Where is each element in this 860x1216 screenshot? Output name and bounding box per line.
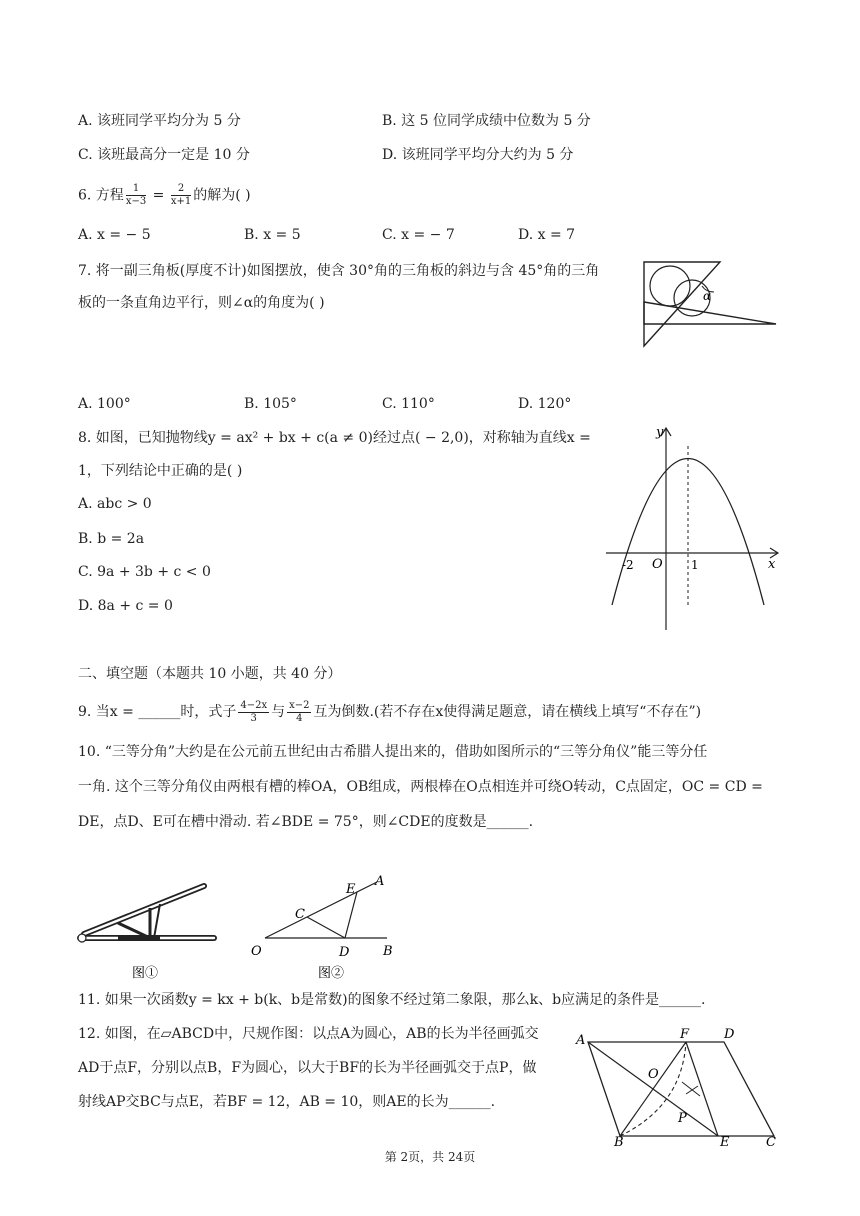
q5-option-c: C. 该班最高分一定是 10 分	[78, 147, 250, 163]
q9-prefix: 9. 当x = ______时，式子	[78, 704, 237, 720]
q12-label-a: A	[576, 1033, 586, 1048]
q10-device-pivot	[78, 934, 86, 942]
q7-option-c: C. 110°	[382, 396, 435, 412]
q8-option-c: C. 9a + 3b + c < 0	[78, 564, 211, 580]
q10-trisection-diagram	[245, 868, 405, 980]
q9-stem	[78, 700, 701, 724]
q5-option-d: D. 该班同学平均分大约为 5 分	[382, 147, 574, 163]
q9-frac1-numerator: 4−2x	[240, 699, 268, 711]
q12-label-b: B	[614, 1135, 624, 1148]
q10-device-link-3	[154, 904, 160, 938]
q12-label-o: O	[648, 1067, 659, 1082]
q10-line-2: 一角. 这个三等分角仪由两根有槽的棒OA，OB组成，两根棒在O点相连并可绕O转动，C点固定，OC = CD =	[78, 779, 763, 795]
page-footer: 第 2页，共 24页	[384, 1150, 476, 1164]
q10-label-d: D	[339, 945, 350, 960]
q6-equals: =	[148, 187, 169, 204]
q10-segment-cd	[307, 917, 345, 938]
q8-parabola-figure	[600, 420, 790, 635]
q8-option-d: D. 8a + c = 0	[78, 598, 173, 614]
q6-frac1-denominator: x−3	[125, 196, 147, 207]
q10-label-a: A	[375, 874, 385, 889]
q8-one-label: 1	[691, 558, 699, 572]
q10-label-o: O	[251, 944, 262, 959]
q9-suffix: 互为倒数.(若不存在x使得满足题意，请在横线上填写“不存在”)	[313, 704, 702, 720]
q9-frac1-denominator: 3	[250, 712, 257, 724]
q10-figure-2-caption: 图②	[318, 966, 345, 980]
q9-fraction-2	[287, 701, 311, 724]
q9-fraction-1	[238, 701, 269, 724]
q8-neg2-label: -2	[622, 558, 634, 572]
q8-option-a: A. abc > 0	[78, 496, 152, 512]
q12-line-2: AD于点F，分别以点B，F为圆心，以大于BF的长为半径画弧交于点P，做	[78, 1060, 537, 1076]
q6-option-a: A. x = − 5	[78, 227, 151, 243]
q10-segment-de	[345, 892, 357, 938]
q6-option-d: D. x = 7	[518, 227, 576, 243]
q9-frac2-denominator: 4	[296, 712, 303, 724]
q7-line-1: 7. 将一副三角板(厚度不计)如图摆放，使含 30°角的三角板的斜边与含 45°角的三角	[78, 263, 600, 279]
q6-option-c: C. x = − 7	[382, 227, 455, 243]
q6-option-b: B. x = 5	[244, 227, 301, 243]
q5-option-b: B. 这 5 位同学成绩中位数为 5 分	[382, 113, 591, 129]
q9-middle: 与	[271, 704, 286, 720]
q12-line-3: 射线AP交BC与点E，若BF = 12，AB = 10，则AE的长为______.	[78, 1094, 496, 1110]
q10-label-c: C	[295, 907, 305, 922]
q11-text: 11. 如果一次函数y = kx + b(k、b是常数)的图象不经过第二象限，那么k、b应满足的条件是______.	[78, 992, 706, 1008]
q10-ray-oa	[265, 882, 377, 938]
q6-stem-prefix: 6. 方程	[78, 187, 124, 204]
q10-figure-1-caption: 图①	[132, 966, 159, 980]
q7-option-d: D. 120°	[518, 396, 572, 412]
q7-alpha-label: α	[703, 289, 712, 303]
section-2-heading: 二、填空题（本题共 10 小题，共 40 分）	[78, 666, 342, 682]
q6-fraction-2	[171, 184, 191, 207]
q7-option-a: A. 100°	[78, 396, 131, 412]
q7-circle-1	[650, 266, 690, 306]
q8-origin-label: O	[652, 557, 663, 572]
q6-frac2-denominator: x+1	[170, 196, 192, 207]
q8-y-label: y	[656, 425, 664, 440]
q10-device-upper-slot	[84, 886, 204, 934]
q12-label-p: P	[678, 1111, 687, 1126]
q8-line-1: 8. 如图，已知抛物线y = ax² + bx + c(a ≠ 0)经过点( − 2,0)，对称轴为直线x =	[78, 430, 591, 446]
q6-fraction-1	[126, 184, 146, 207]
q12-label-c: C	[766, 1135, 776, 1148]
q6-stem	[78, 184, 251, 207]
q8-line-2: 1，下列结论中正确的是( )	[78, 463, 243, 479]
q8-x-label: x	[768, 557, 776, 572]
q12-parallelogram-figure	[574, 1024, 784, 1148]
q12-segment-bf	[620, 1042, 686, 1136]
q7-option-b: B. 105°	[244, 396, 297, 412]
q9-frac2-numerator: x−2	[289, 699, 310, 711]
q6-frac1-numerator: 1	[126, 184, 146, 196]
q10-label-b: B	[383, 944, 393, 959]
q5-option-a: A. 该班同学平均分为 5 分	[78, 113, 241, 129]
q12-label-d: D	[724, 1027, 735, 1042]
q8-option-b: B. b = 2a	[78, 531, 145, 547]
q10-line-3: DE，点D、E可在槽中滑动. 若∠BDE = 75°，则∠CDE的度数是______.	[78, 814, 534, 830]
q7-set-squares-figure	[640, 258, 780, 350]
q7-line-2: 板的一条直角边平行，则∠α的角度为( )	[78, 295, 325, 311]
q6-frac2-numerator: 2	[171, 184, 191, 196]
q10-trisector-device-figure	[74, 876, 220, 980]
q10-label-e: E	[346, 882, 356, 897]
q10-device-slider	[118, 935, 160, 941]
q6-stem-suffix: 的解为( )	[193, 187, 251, 204]
q10-line-1: 10. “三等分角”大约是在公元前五世纪由古希腊人提出来的，借助如图所示的“三等分角仪”能三等分任	[78, 744, 708, 760]
q12-label-f: F	[680, 1027, 690, 1042]
q12-arc-mark-1	[682, 1082, 700, 1096]
q12-line-1: 12. 如图，在▱ABCD中，尺规作图：以点A为圆心，AB的长为半径画弧交	[78, 1026, 539, 1042]
q12-label-e: E	[720, 1135, 730, 1148]
